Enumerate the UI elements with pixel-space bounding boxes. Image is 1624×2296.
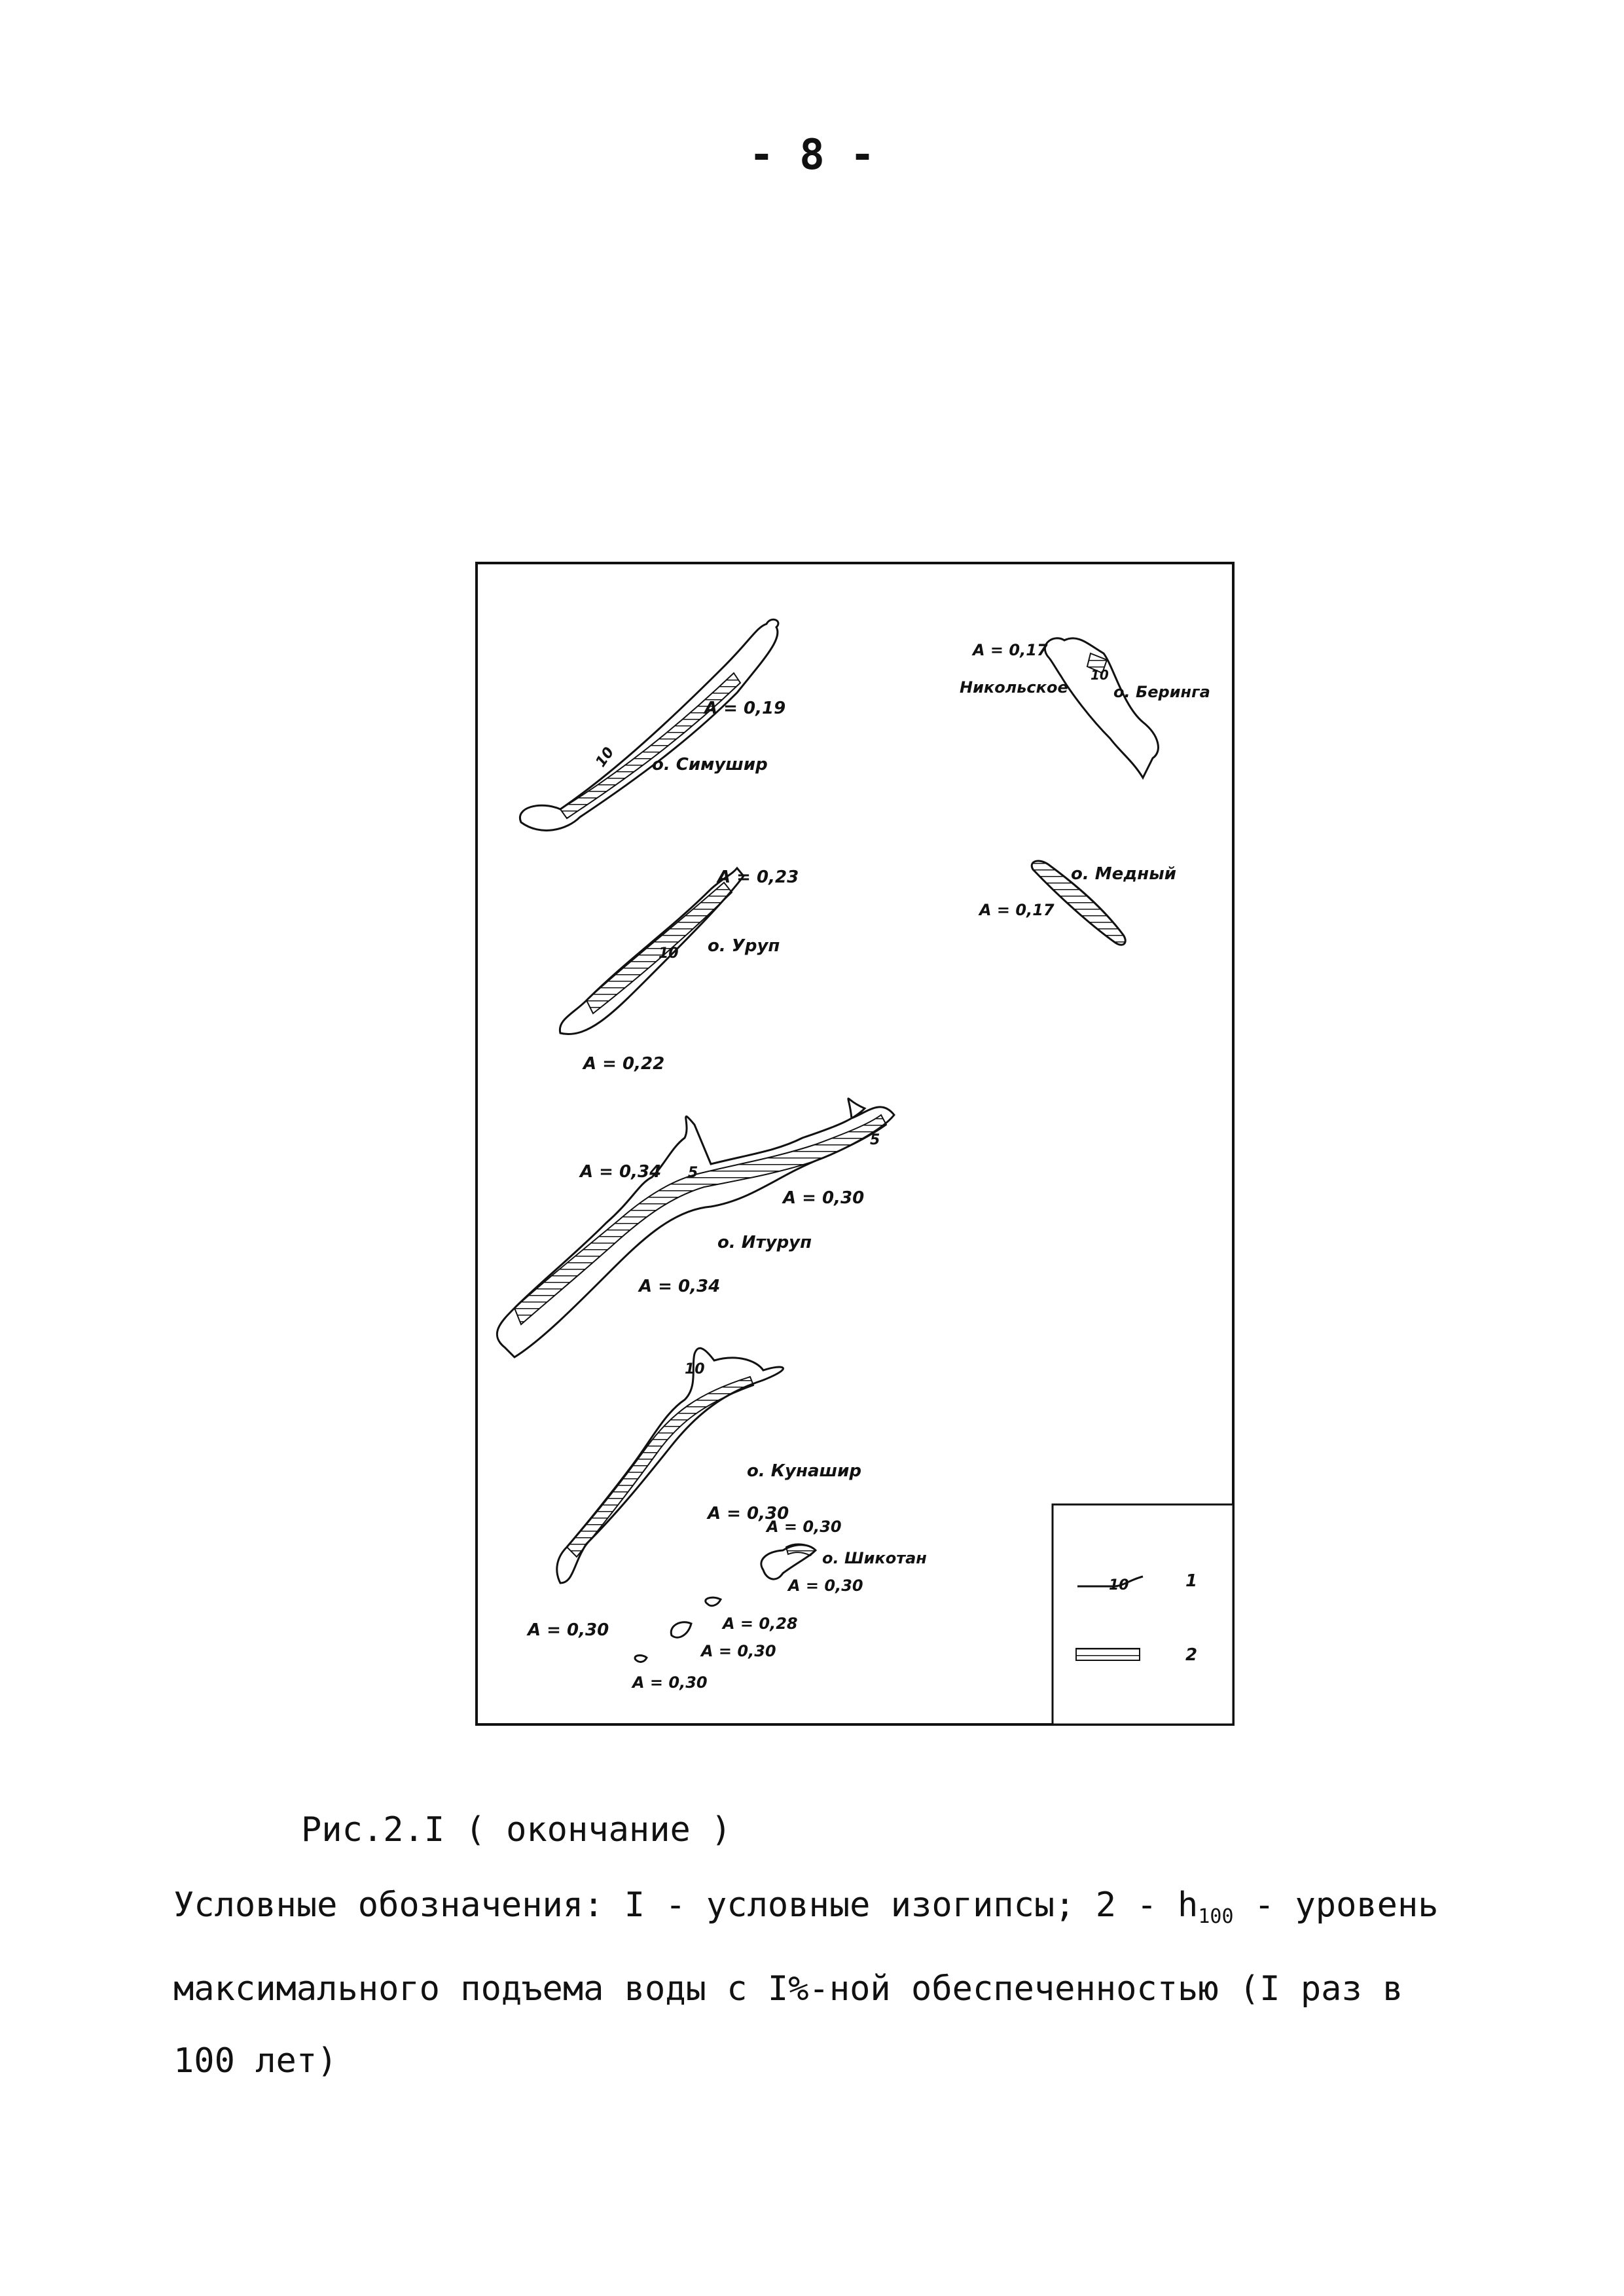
island-iturup bbox=[497, 1099, 894, 1357]
small-islands bbox=[631, 1597, 798, 1692]
value-label: A = 0,34 bbox=[639, 1277, 721, 1296]
figure-caption-text bbox=[173, 1869, 1483, 2097]
legend-hatch-symbol bbox=[1076, 1649, 1140, 1660]
value-label: A = 0,22 bbox=[583, 1054, 665, 1074]
contour-label: 10 bbox=[685, 1361, 705, 1377]
island-kunashir bbox=[526, 1348, 861, 1640]
contour-label: 10 bbox=[592, 744, 618, 771]
island-medny bbox=[978, 861, 1176, 945]
value-label: A = 0,30 bbox=[528, 1620, 609, 1640]
island-name: о. Уруп bbox=[708, 936, 780, 956]
island-name: о. Беринга bbox=[1113, 683, 1210, 701]
contour-label: 10 bbox=[659, 945, 679, 962]
page-number: - 8 - bbox=[749, 131, 875, 179]
value-label: A = 0,28 bbox=[723, 1614, 798, 1633]
value-label: A = 0,23 bbox=[717, 867, 799, 887]
island-simushir bbox=[520, 619, 785, 830]
island-name: о. Медный bbox=[1071, 864, 1176, 884]
caption-suffix: - уровень максимального подъема воды с I%-ной обеспеченностью (I раз в 100 лет) bbox=[173, 1886, 1439, 2081]
legend-symbol-label: 10 bbox=[1109, 1577, 1129, 1594]
contour-label: 5 bbox=[688, 1165, 698, 1181]
value-label: A = 0,30 bbox=[701, 1642, 776, 1660]
caption-prefix: Условные обозначения: I - условные изогипсы; 2 - bbox=[173, 1886, 1178, 1925]
contour-label: 5 bbox=[870, 1132, 880, 1148]
caption-symbol: h bbox=[1178, 1886, 1199, 1925]
legend-label: 1 bbox=[1185, 1571, 1198, 1591]
map-figure bbox=[475, 562, 1235, 1726]
island-bering bbox=[960, 638, 1210, 778]
value-label: A = 0,30 bbox=[767, 1518, 842, 1536]
contour-label: 10 bbox=[1091, 667, 1109, 683]
caption-symbol-subscript: 100 bbox=[1198, 1905, 1234, 1928]
island-name: о. Итуруп bbox=[717, 1233, 812, 1252]
island-name: о. Кунашир bbox=[747, 1461, 861, 1481]
value-label: A = 0,30 bbox=[783, 1188, 865, 1208]
island-urup bbox=[560, 867, 799, 1074]
settlement-label: Никольское bbox=[960, 678, 1068, 697]
legend bbox=[1053, 1504, 1233, 1724]
value-label: A = 0,34 bbox=[580, 1162, 662, 1182]
island-name: о. Симушир bbox=[652, 755, 768, 774]
value-label: A = 0,30 bbox=[788, 1576, 863, 1595]
value-label: A = 0,17 bbox=[979, 901, 1055, 919]
value-label: A = 0,19 bbox=[704, 699, 786, 718]
island-shikotan bbox=[761, 1518, 927, 1595]
legend-label: 2 bbox=[1185, 1645, 1198, 1665]
value-label: A = 0,30 bbox=[632, 1673, 708, 1692]
value-label: A = 0,17 bbox=[973, 641, 1048, 659]
value-label: A = 0,30 bbox=[708, 1504, 789, 1523]
island-name: о. Шикотан bbox=[822, 1549, 927, 1567]
figure-caption-title: Рис.2.I ( окончание ) bbox=[301, 1810, 732, 1850]
